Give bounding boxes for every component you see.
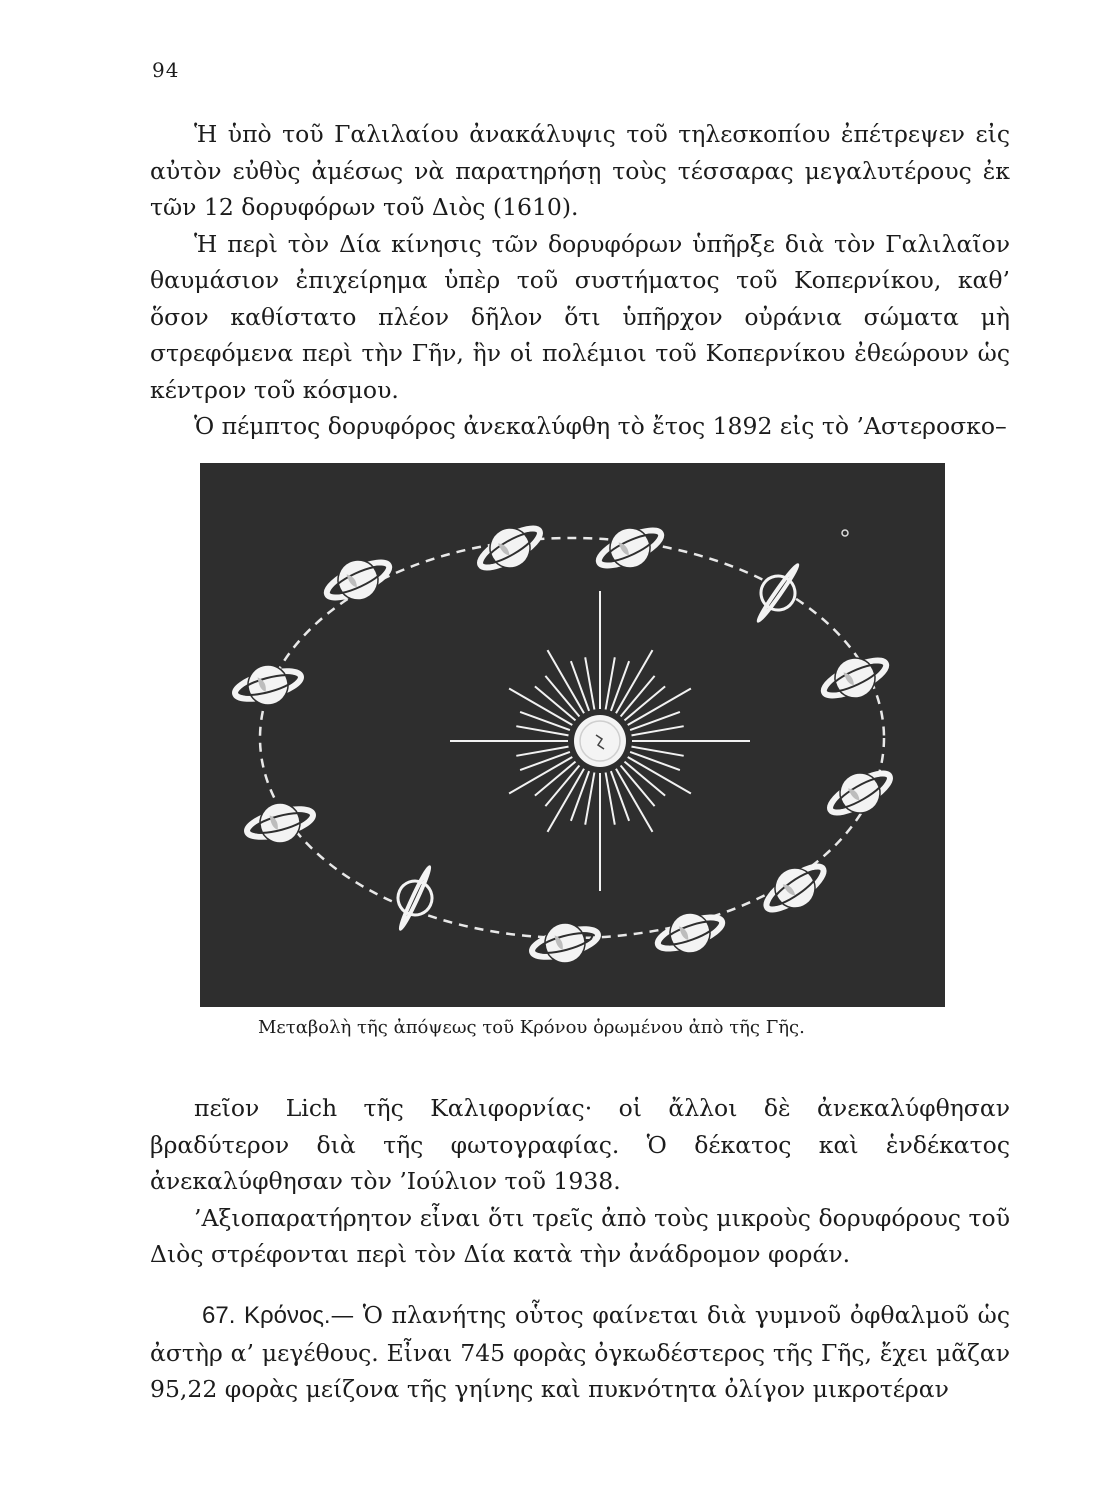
paragraph: Ἡ ὑπὸ τοῦ Γαλιλαίου ἀνακάλυψις τοῦ τηλεσκοπίου ἐπέτρεψεν εἰς αὐτὸν εὐθὺς ἀμέσως νὰ παρατηρήσῃ τοὺς τέσσαρας μεγαλυτέρους ἐκ τῶν 12 δορυφόρων τοῦ Διὸς (1610). (150, 120, 1010, 221)
paragraph: πεῖον Lich τῆς Καλιφορνίας· οἱ ἄλλοι δὲ ἀνεκαλύφθησαν βραδύτερον διὰ τῆς φωτογραφίας. Ὁ δέκατος καὶ ἑνδέκατος ἀνεκαλύφθησαν τὸν ’Ιούλιον τοῦ 1938. (150, 1094, 1010, 1195)
figure-caption: Μεταβολὴ τῆς ἀπόψεως τοῦ Κρόνου ὁρωμένου ἀπὸ τῆς Γῆς. (258, 1017, 805, 1038)
paragraph: Ὁ πέμπτος δορυφόρος ἀνεκαλύφθη τὸ ἔτος 1892 εἰς τὸ ’Αστεροσκο– (194, 412, 1007, 440)
section-number: 67. (202, 1302, 236, 1329)
section-text: Ὁ πλανήτης οὗτος φαίνεται διὰ γυμνοῦ ὀφθαλμοῦ ὡς ἀστὴρ α’ μεγέθους. Εἶναι 745 φορὰς ὀγκωδέστερος τῆς Γῆς, ἔχει μᾶζαν 95,22 φορὰς μείζονα τῆς γηίνης καὶ πυκνότητα ὀλίγον μικροτέραν (150, 1301, 1010, 1403)
bottom-text-block (150, 1090, 1010, 1273)
section-paragraph (150, 1297, 1010, 1408)
top-text-block (150, 116, 1010, 445)
section-dash: — (330, 1301, 355, 1329)
section-title: Κρόνος. (244, 1302, 331, 1329)
section-67 (150, 1297, 1010, 1408)
paragraph: ’Αξιοπαρατήρητον εἶναι ὅτι τρεῖς ἀπὸ τοὺς μικροὺς δορυφόρους τοῦ Διὸς στρέφονται περὶ τὸν Δία κατὰ τὴν ἀνάδρομον φοράν. (150, 1203, 1010, 1268)
saturn-orbit-figure (200, 463, 945, 1007)
figure-illustration (200, 463, 945, 1007)
page-number: 94 (152, 58, 180, 82)
paragraph: Ἡ περὶ τὸν Δία κίνησις τῶν δορυφόρων ὑπῆρξε διὰ τὸν Γαλιλαῖον θαυμάσιον ἐπιχείρημα ὑπὲρ τοῦ συστήματος τοῦ Κοπερνίκου, καθ’ ὅσον καθίστατο πλέον δῆλον ὅτι ὑπῆρχον οὐράνια σώματα μὴ στρεφόμενα περὶ τὴν Γῆν, ἣν οἱ πολέμιοι τοῦ Κοπερνίκου ἐθεώρουν ὡς κέντρον τοῦ κόσμου. (150, 229, 1010, 404)
